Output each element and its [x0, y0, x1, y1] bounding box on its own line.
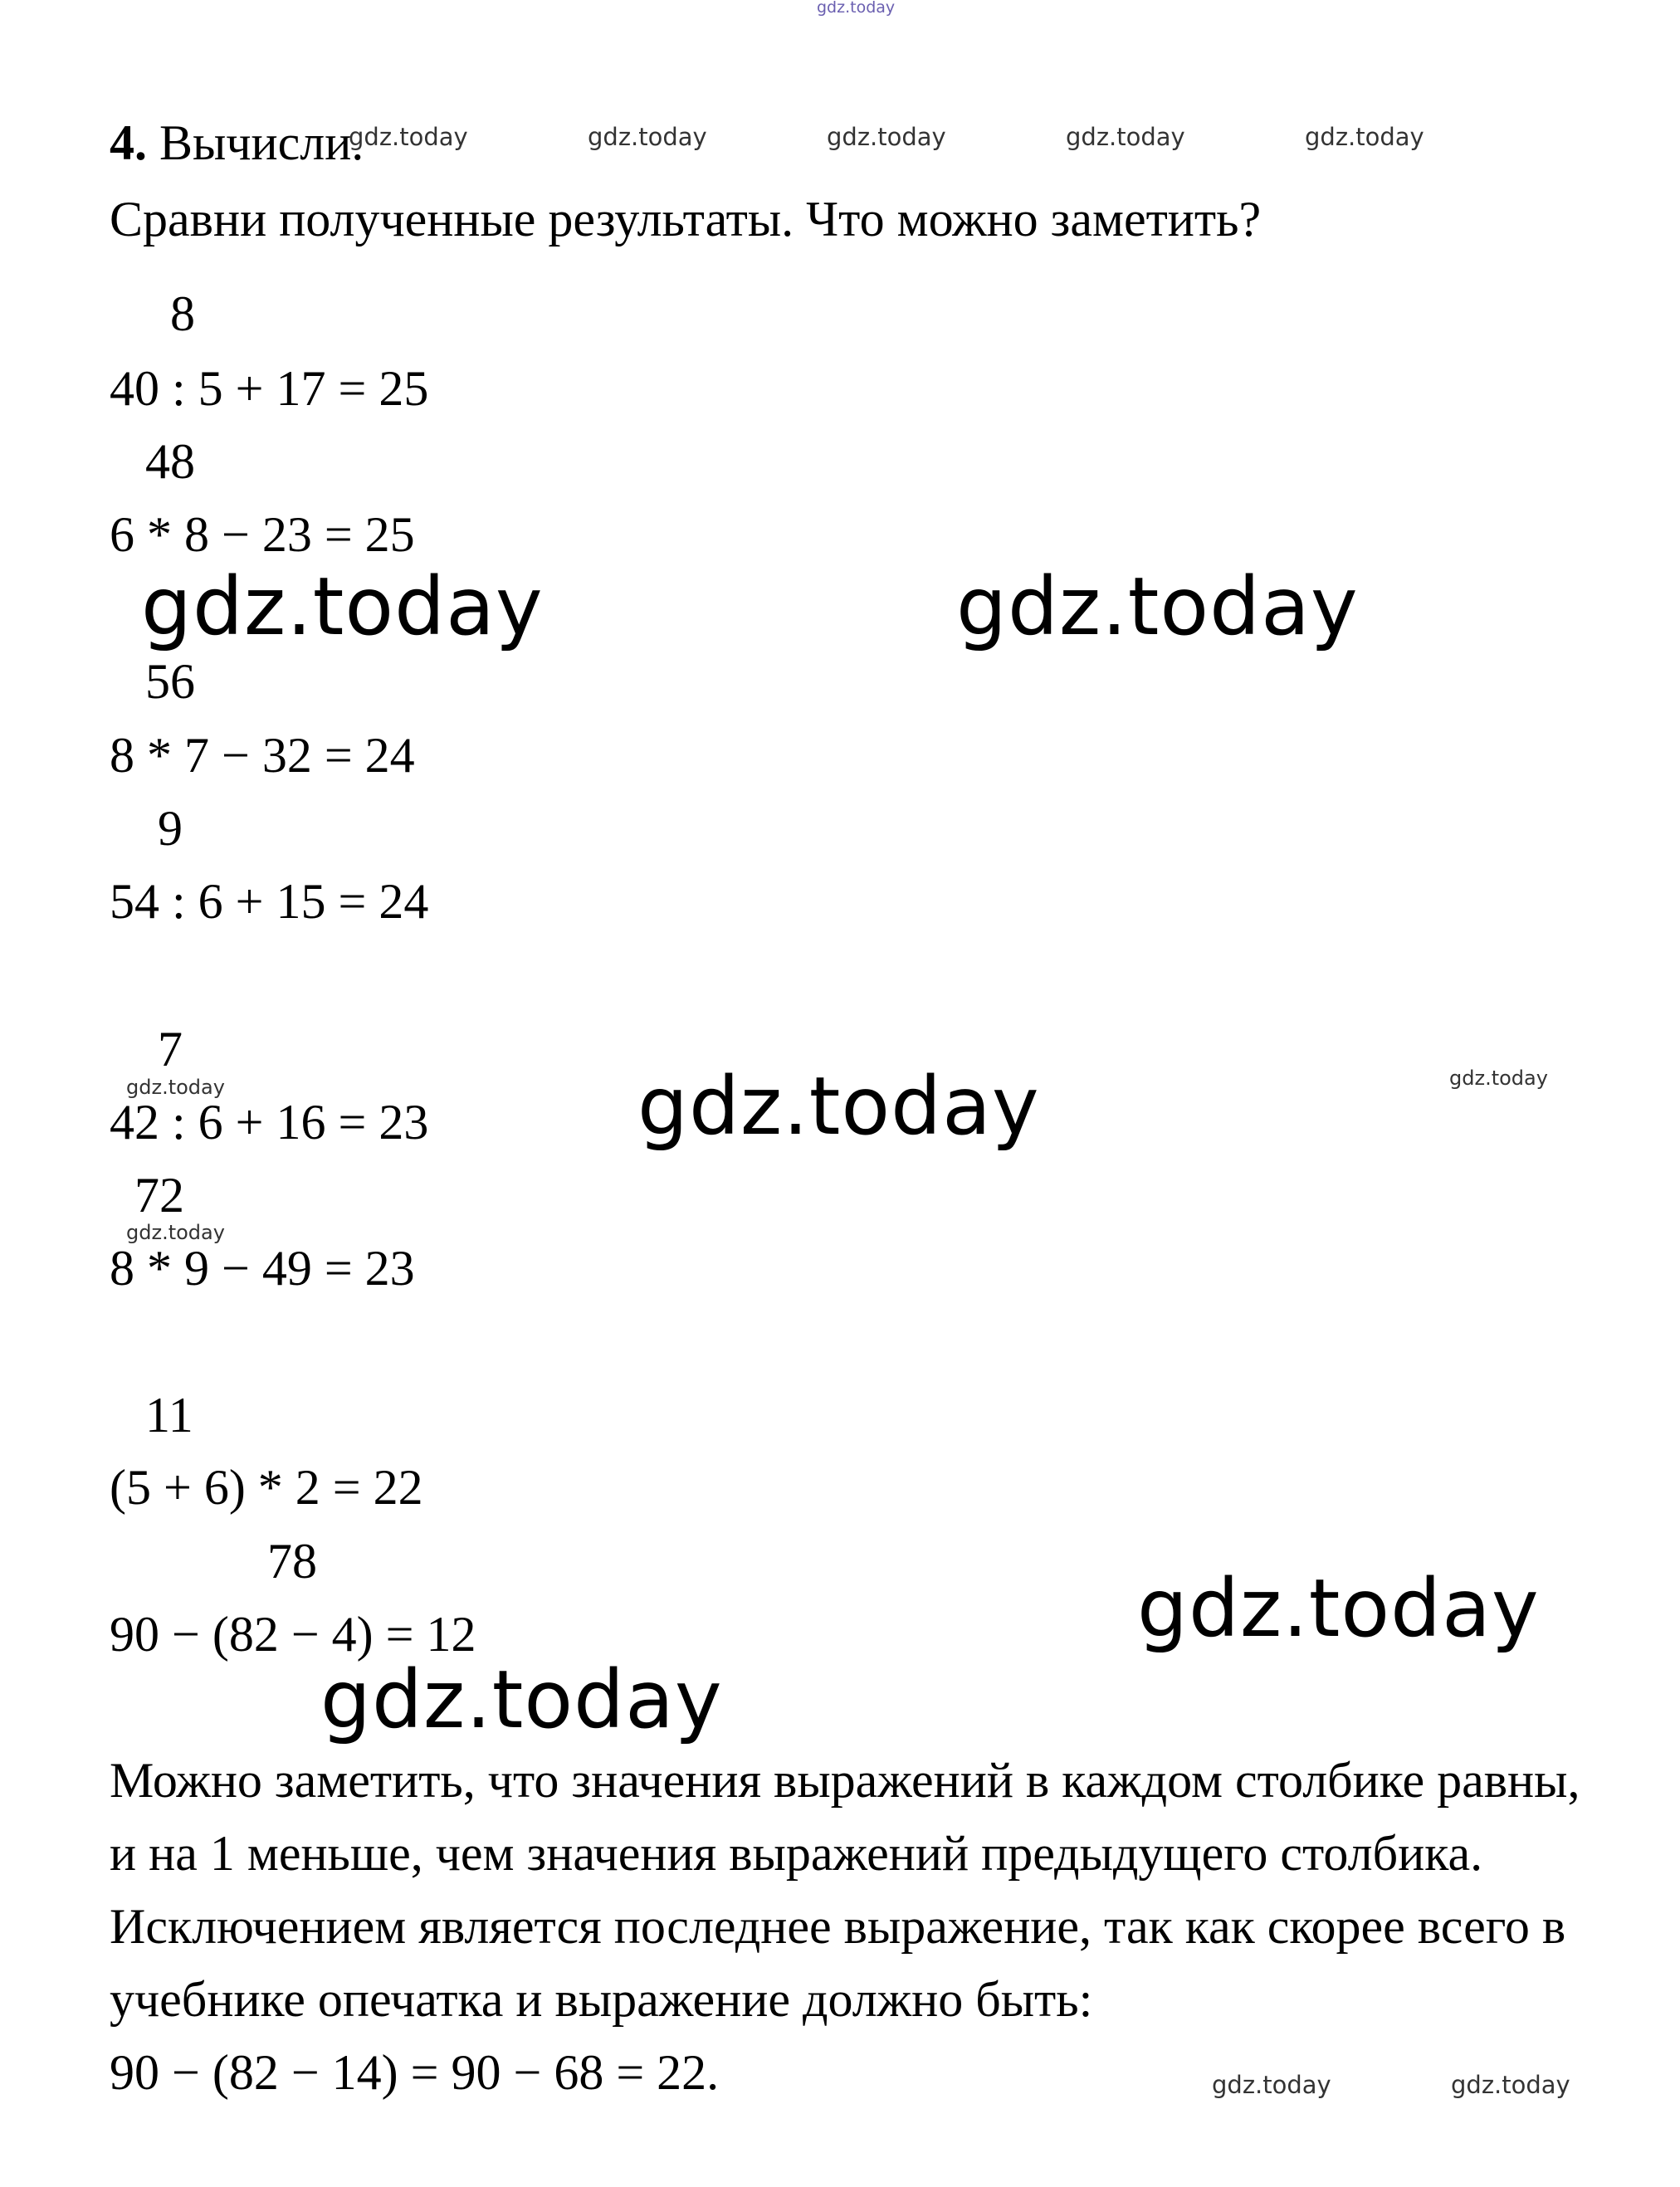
- conclusion-line: Можно заметить, что значения выражений в каждом столбике равны,: [110, 1753, 1580, 1808]
- watermark-small: gdz.today: [1451, 2071, 1570, 2099]
- watermark-top: gdz.today: [817, 0, 896, 17]
- intermediate-value: 48: [145, 434, 195, 489]
- intermediate-value: 56: [145, 654, 195, 709]
- expression: 42 : 6 + 16 = 23: [110, 1095, 429, 1150]
- conclusion-line: 90 − (82 − 14) = 90 − 68 = 22.: [110, 2045, 720, 2100]
- watermark-small: gdz.today: [1212, 2071, 1331, 2099]
- watermark-small: gdz.today: [126, 1221, 225, 1244]
- expression: 6 * 8 − 23 = 25: [110, 507, 415, 562]
- expression: 54 : 6 + 15 = 24: [110, 874, 429, 929]
- intermediate-value: 9: [158, 801, 183, 856]
- intermediate-value: 72: [134, 1168, 184, 1223]
- watermark-large: gdz.today: [141, 560, 544, 653]
- watermark-large: gdz.today: [320, 1653, 723, 1746]
- watermark-small: gdz.today: [126, 1076, 225, 1099]
- watermark-small: gdz.today: [349, 123, 468, 151]
- watermark-small: gdz.today: [1066, 123, 1185, 151]
- watermark-small: gdz.today: [1449, 1067, 1548, 1090]
- task-question: Сравни полученные результаты. Что можно заметить?: [110, 192, 1262, 247]
- intermediate-value: 11: [145, 1388, 193, 1443]
- watermark-large: gdz.today: [956, 560, 1359, 653]
- intermediate-value: 8: [170, 286, 195, 341]
- conclusion-line: учебнике опечатка и выражение должно быть:: [110, 1972, 1093, 2027]
- task-heading: [110, 115, 364, 170]
- intermediate-value: 78: [267, 1534, 317, 1589]
- expression: (5 + 6) * 2 = 22: [110, 1460, 423, 1515]
- conclusion-line: Исключением является последнее выражение, так как скорее всего в: [110, 1899, 1566, 1954]
- expression: 40 : 5 + 17 = 25: [110, 361, 429, 416]
- watermark-large: gdz.today: [637, 1060, 1040, 1153]
- watermark-small: gdz.today: [1305, 123, 1424, 151]
- watermark-small: gdz.today: [588, 123, 707, 151]
- watermark-small: gdz.today: [827, 123, 946, 151]
- intermediate-value: 7: [158, 1022, 183, 1076]
- task-number: 4.: [110, 115, 147, 170]
- watermark-large: gdz.today: [1137, 1562, 1540, 1655]
- conclusion-line: и на 1 меньше, чем значения выражений предыдущего столбика.: [110, 1826, 1483, 1881]
- task-title: Вычисли.: [147, 115, 364, 170]
- expression: 90 − (82 − 4) = 12: [110, 1607, 476, 1662]
- expression: 8 * 7 − 32 = 24: [110, 728, 415, 783]
- expression: 8 * 9 − 49 = 23: [110, 1241, 415, 1296]
